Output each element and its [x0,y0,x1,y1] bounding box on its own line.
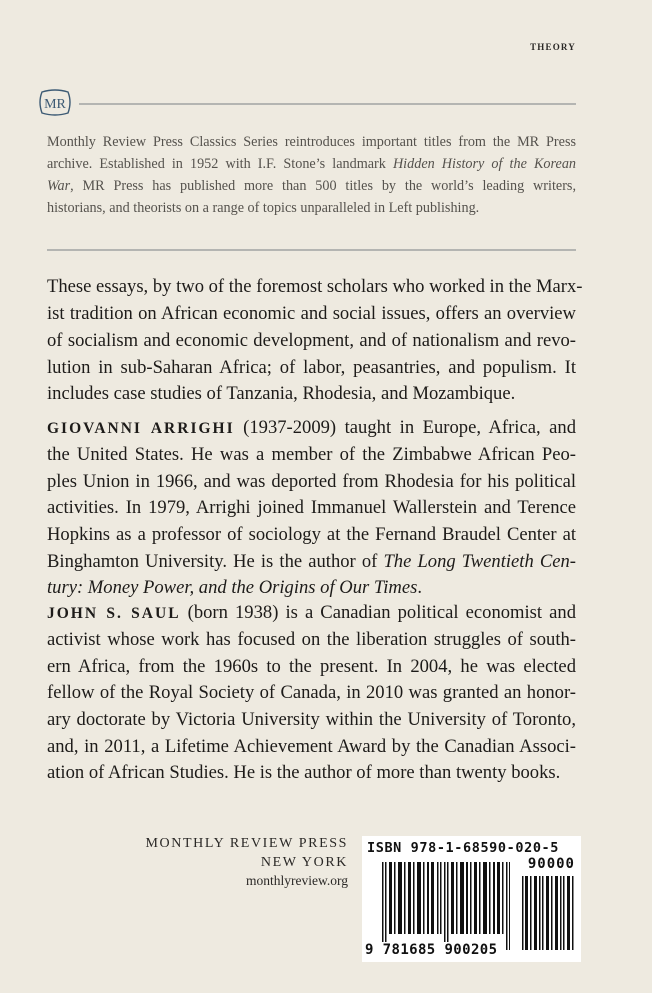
bio-line: Binghamton University. He is the author of The Long Twentieth Cen- [47,551,576,572]
mr-press-logo-icon [38,89,72,116]
series-line: Monthly Review Press Classics Series reintroduces important titles from the MR Press [47,134,576,150]
bio-line: ples Union in 1966, and was deported from Rhodesia for his political [47,471,576,492]
ean-barcode-bars [382,862,510,950]
description-line: These essays, by two of the foremost scholars who worked in the Marx- [47,276,583,297]
bio-line: ary doctorate by Victoria University within the University of Toronto, [47,709,576,730]
bio-line: the United States. He was a member of the Zimbabwe African Peo- [47,444,576,465]
author-name: GIOVANNI ARRIGHI [47,420,235,437]
series-line: archive. Established in 1952 with I.F. Stone’s landmark Hidden History of the Korean [47,156,577,172]
top-divider [79,103,576,105]
description-line: includes case studies of Tanzania, Rhodesia, and Mozambique. [47,383,516,404]
isbn-label: ISBN 978-1-68590-020-5 [367,840,560,856]
bio-line: fellow of the Royal Society of Canada, in 2010 was granted an honor- [47,682,576,703]
author-name: JOHN S. SAUL [47,605,181,622]
ean-digits: 9 781685 900205 [365,942,498,958]
category-label: THEORY [530,42,576,52]
description-line: of socialism and economic development, and of nationalism and revo- [47,330,576,351]
bio-line: ern Africa, from the 1960s to the present. In 2004, he was elected [47,656,576,677]
series-line: War, MR Press has published more than 500 titles by the world’s leading writers, [47,178,576,194]
description-line: lution in sub-Saharan Africa; of labor, peasantries, and populism. It [47,357,576,378]
bio-line: activities. In 1979, Arrighi joined Immanuel Wallerstein and Terence [47,497,576,518]
svg-text:MR: MR [44,97,66,112]
bio-line: Hopkins as a professor of sociology at the Fernand Braudel Center at [47,524,576,545]
price-code: 90000 [527,856,575,872]
middle-divider [47,249,576,251]
price-barcode-bars [522,876,576,950]
bio-line: ation of African Studies. He is the author of more than twenty books. [47,762,561,783]
publisher-name: MONTHLY REVIEW PRESS [145,836,348,851]
series-line: historians, and theorists on a range of topics unparalleled in Left publishing. [47,200,480,216]
bio-line: and, in 2011, a Lifetime Achievement Award by the Canadian Associ- [47,736,576,757]
bio-line: JOHN S. SAUL (born 1938) is a Canadian political economist and [47,602,576,623]
book-title: tury: Money Power, and the Origins of Our Times [47,577,418,598]
bio-line: activist whose work has focused on the liberation struggles of south- [47,629,576,650]
publisher-city: NEW YORK [260,855,348,870]
isbn-barcode [362,836,581,962]
book-title: The Long Twentieth Cen- [383,551,576,572]
book-title: Hidden History of the Korean [392,156,577,172]
publisher-website: monthlyreview.org [246,873,348,888]
bio-line: tury: Money Power, and the Origins of Our Times. [47,577,422,598]
description-line: ist tradition on African economic and social issues, offers an overview [47,303,576,324]
book-title: War [47,178,71,194]
bio-line: GIOVANNI ARRIGHI (1937-2009) taught in Europe, Africa, and [47,417,577,438]
